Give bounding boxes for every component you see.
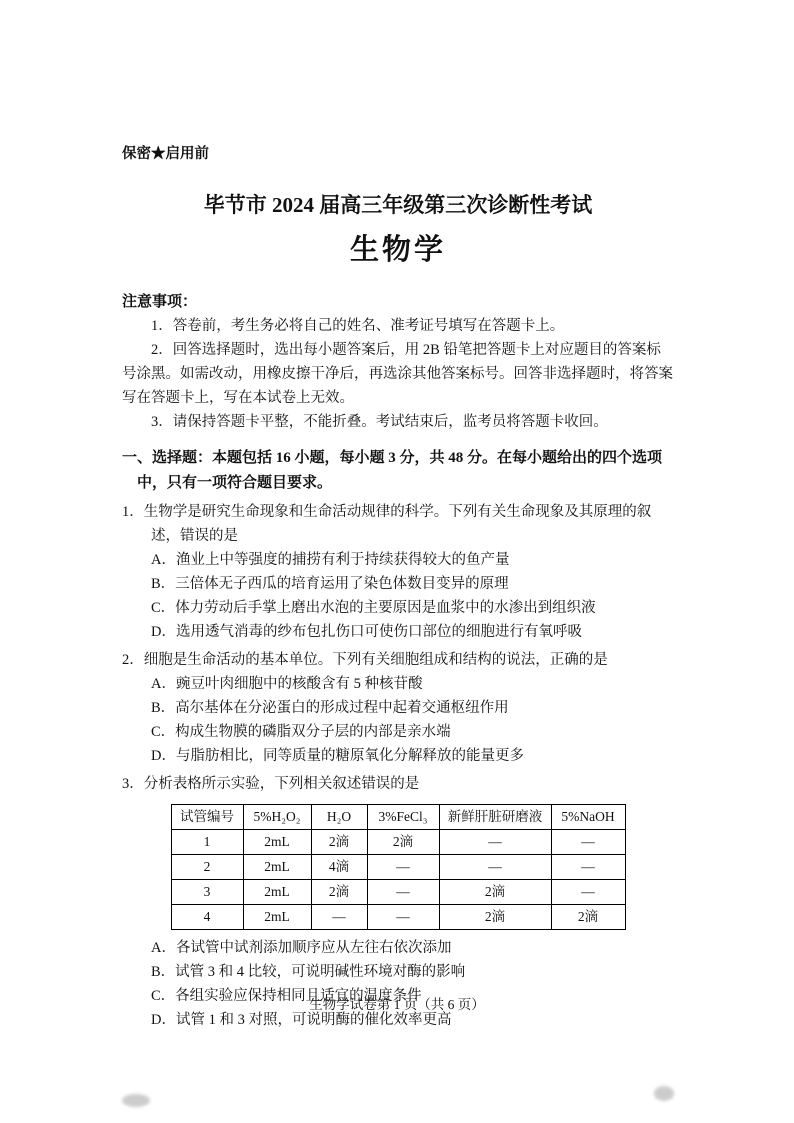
table-cell: 2滴 <box>311 830 367 855</box>
page-footer: 生物学试卷第 1 页（共 6 页） <box>309 997 485 1012</box>
question-1-option-b: B．三倍体无子西瓜的培育运用了染色体数目变异的原理 <box>151 576 509 592</box>
table-header-row <box>171 805 625 830</box>
notes-heading: 注意事项： <box>122 294 198 310</box>
table-cell: 2滴 <box>439 905 551 930</box>
question-3-stem <box>122 772 674 796</box>
experiment-table <box>171 804 626 930</box>
table-cell: — <box>367 905 439 930</box>
table-cell: — <box>551 830 625 855</box>
table-cell: — <box>551 855 625 880</box>
table-cell: 2mL <box>243 855 311 880</box>
question-number: 3． <box>122 776 144 792</box>
table-cell: — <box>367 855 439 880</box>
security-notice: 保密★启用前 <box>122 146 209 162</box>
table-header-cell: 试管编号 <box>171 805 243 830</box>
question-3-option-b: B．试管 3 和 4 比较，可说明碱性环境对酶的影响 <box>151 964 466 980</box>
table-cell: 2滴 <box>551 905 625 930</box>
table-cell: 2滴 <box>311 880 367 905</box>
table-cell: 2 <box>171 855 243 880</box>
question-3-option-c: C．各组实验应保持相同且适宜的温度条件 <box>151 988 422 1004</box>
table-row <box>171 905 625 930</box>
subject-title: 生物学 <box>349 234 446 266</box>
table-cell: 2滴 <box>367 830 439 855</box>
table-header-cell: 5%H₂O₂ <box>243 805 311 830</box>
table-cell: — <box>367 880 439 905</box>
table-cell: 2滴 <box>439 880 551 905</box>
question-1-option-d: D．选用透气消毒的纱布包扎伤口可使伤口部位的细胞进行有氧呼吸 <box>151 624 582 640</box>
question-1-option-c: C．体力劳动后手掌上磨出水泡的主要原因是血浆中的水渗出到组织液 <box>151 600 596 616</box>
scan-artifact <box>654 1086 674 1101</box>
table-cell: — <box>439 855 551 880</box>
table-cell: — <box>439 830 551 855</box>
question-3-option-a: A．各试管中试剂添加顺序应从左往右依次添加 <box>151 940 452 956</box>
table-row <box>171 880 625 905</box>
section-heading: 一、选择题：本题包括 16 小题，每小题 3 分，共 48 分。在每小题给出的四个选项中，只有一项符合题目要求。 <box>122 450 663 491</box>
question-2-option-a: A．豌豆叶肉细胞中的核酸含有 5 种核苷酸 <box>151 676 423 692</box>
exam-title: 毕节市 2024 届高三年级第三次诊断性考试 <box>203 193 593 217</box>
question-3-option-d: D．试管 1 和 3 对照，可说明酶的催化效率更高 <box>151 1012 452 1028</box>
table-cell: — <box>551 880 625 905</box>
table-cell: 1 <box>171 830 243 855</box>
table-header-cell: H₂O <box>311 805 367 830</box>
note-item-3: 3．请保持答题卡平整，不能折叠。考试结束后，监考员将答题卡收回。 <box>151 414 608 430</box>
question-stem-text: 细胞是生命活动的基本单位。下列有关细胞组成和结构的说法，正确的是 <box>143 652 608 668</box>
table-header-cell: 新鲜肝脏研磨液 <box>439 805 551 830</box>
question-2-option-d: D．与脂肪相比，同等质量的糖原氧化分解释放的能量更多 <box>151 748 524 764</box>
question-number: 1． <box>122 504 144 520</box>
question-2-option-b: B．高尔基体在分泌蛋白的形成过程中起着交通枢纽作用 <box>151 700 509 716</box>
table-cell: 4滴 <box>311 855 367 880</box>
question-1 <box>122 500 674 644</box>
note-item-1: 1．答卷前，考生务必将自己的姓名、准考证号填写在答题卡上。 <box>151 318 565 334</box>
question-2-option-c: C．构成生物膜的磷脂双分子层的内部是亲水端 <box>151 724 451 740</box>
table-cell: 2mL <box>243 905 311 930</box>
question-stem-text: 生物学是研究生命现象和生命活动规律的科学。下列有关生命现象及其原理的叙述，错误的是 <box>143 504 652 544</box>
question-1-option-a: A．渔业上中等强度的捕捞有利于持续获得较大的鱼产量 <box>151 552 510 568</box>
question-stem-text: 分析表格所示实验，下列相关叙述错误的是 <box>143 776 420 792</box>
notes-section <box>122 290 674 434</box>
note-item-2: 2．回答选择题时，选出每小题答案后，用 2B 铅笔把答题卡上对应题目的答案标号涂黑。如需改动，用橡皮擦干净后，再选涂其他答案标号。回答非选择题时，将答案写在答题卡上，写在本试卷上无效。 <box>122 342 673 406</box>
question-2-stem <box>122 648 674 672</box>
table-row <box>171 855 625 880</box>
table-row <box>171 830 625 855</box>
table-cell: 3 <box>171 880 243 905</box>
question-number: 2． <box>122 652 144 668</box>
question-1-stem <box>122 500 674 548</box>
table-header-cell: 5%NaOH <box>551 805 625 830</box>
table-cell: 2mL <box>243 830 311 855</box>
question-2 <box>122 648 674 768</box>
scan-artifact <box>122 1094 150 1107</box>
table-header-cell: 3%FeCl₃ <box>367 805 439 830</box>
table-cell: 2mL <box>243 880 311 905</box>
table-cell: — <box>311 905 367 930</box>
table-cell: 4 <box>171 905 243 930</box>
